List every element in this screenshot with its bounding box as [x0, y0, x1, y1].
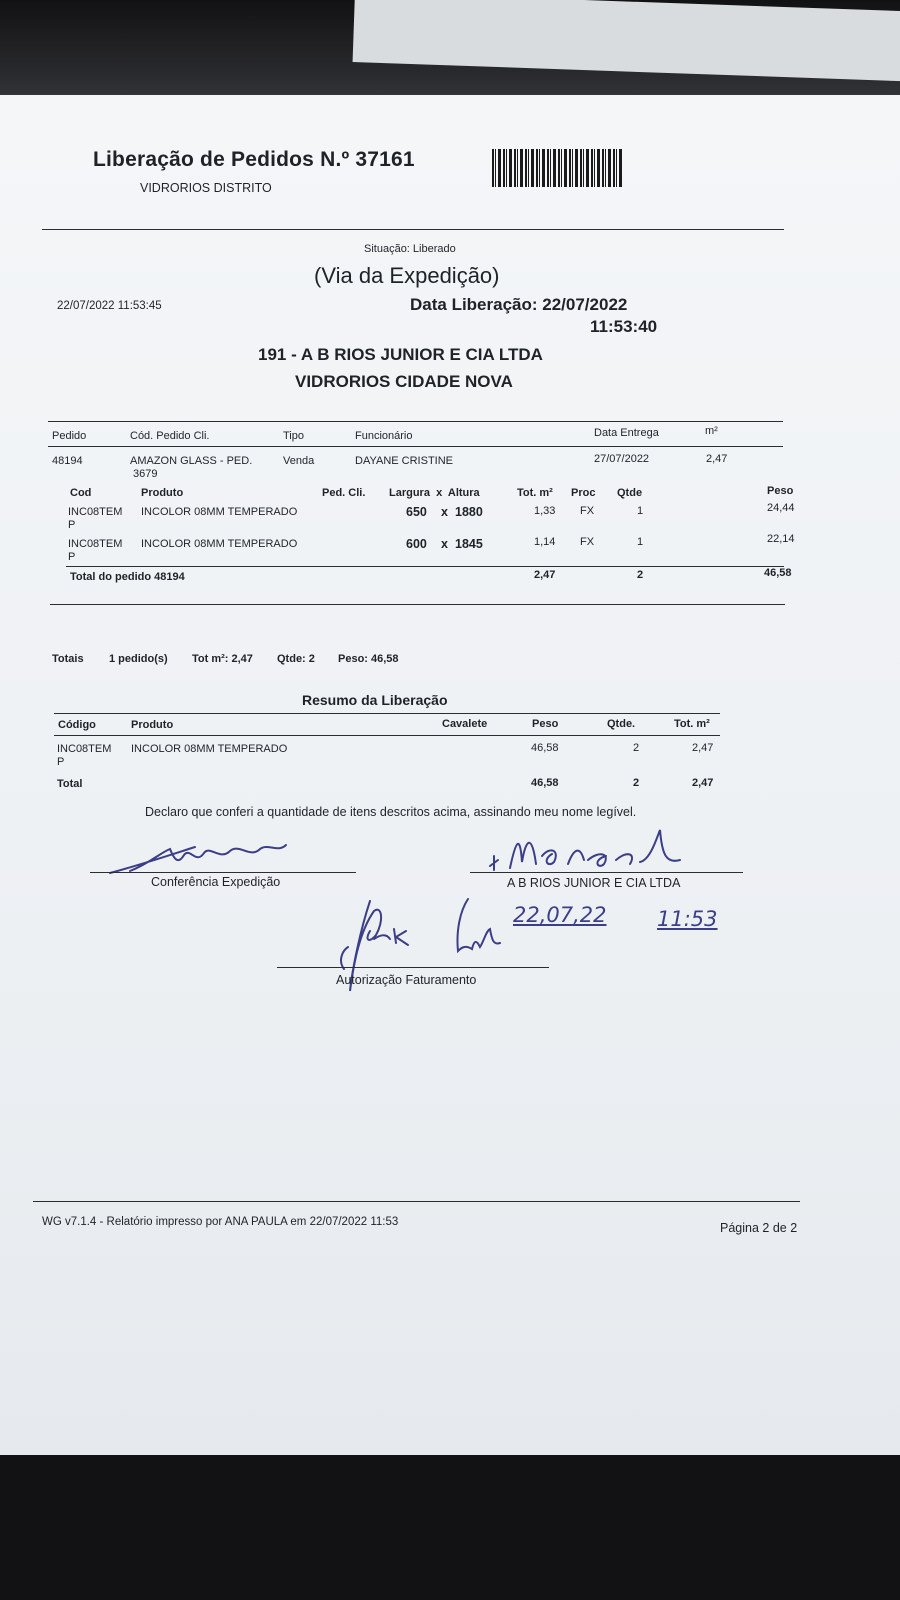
order-total-label: Total do pedido 48194 [70, 571, 185, 583]
line-autorizacao [277, 967, 549, 968]
resumo-col-peso: Peso [532, 718, 559, 730]
resumo-top-rule [54, 713, 720, 714]
item-col-largura-altura: Largura x Altura [389, 487, 480, 499]
item-largura: 650 [406, 505, 427, 519]
order-cod-cli-1: AMAZON GLASS - PED. [130, 455, 253, 467]
order-data-entrega: 27/07/2022 [594, 453, 650, 465]
col-m2: m² [705, 425, 718, 437]
item-col-tot-m2: Tot. m² [517, 487, 553, 499]
item-qtde: 1 [637, 536, 644, 548]
client-name: 191 - A B RIOS JUNIOR E CIA LTDA [258, 345, 543, 364]
line-cliente [470, 872, 743, 873]
item-altura: 1845 [455, 537, 483, 551]
resumo-col-produto: Produto [131, 719, 174, 731]
label-cliente: A B RIOS JUNIOR E CIA LTDA [507, 876, 681, 890]
resumo-col-cavalete: Cavalete [442, 718, 488, 730]
resumo-col-tot-m2: Tot. m² [674, 718, 710, 730]
resumo-tot-m2: 2,47 [692, 742, 714, 754]
order-pedido: 48194 [52, 455, 83, 467]
item-col-cod: Cod [70, 487, 92, 499]
photo-background-bottom [0, 1448, 900, 1600]
signature-cliente [480, 820, 740, 880]
item-col-peso: Peso [767, 485, 794, 497]
footer-page-number: Página 2 de 2 [720, 1221, 798, 1235]
col-funcionario: Funcionário [355, 430, 413, 442]
resumo-codigo-cont: P [57, 756, 65, 768]
declaration-text: Declaro que conferi a quantidade de itens descritos acima, assinando meu nome legível. [145, 805, 637, 819]
order-funcionario: DAYANE CRISTINE [355, 455, 453, 467]
item-cod-cont: P [68, 551, 76, 563]
footer-report-info: WG v7.1.4 - Relatório impresso por ANA PAULA em 22/07/2022 11:53 [42, 1216, 399, 1228]
order-bottom-rule [50, 604, 785, 605]
resumo-total-m2: 2,47 [692, 777, 714, 789]
order-header-rule [48, 446, 783, 447]
status-label: Situação: Liberado [364, 243, 456, 255]
item-col-ped-cli: Ped. Cli. [322, 487, 366, 499]
label-conferencia: Conferência Expedição [151, 875, 281, 889]
resumo-peso: 46,58 [531, 742, 559, 754]
resumo-col-qtde: Qtde. [607, 718, 636, 730]
line-conferencia [90, 872, 356, 873]
copy-type: (Via da Expedição) [314, 263, 500, 288]
resumo-total-label: Total [57, 778, 83, 790]
item-cod: INC08TEM [68, 538, 123, 550]
totals-pedidos: 1 pedido(s) [109, 653, 168, 665]
item-proc: FX [580, 536, 595, 548]
item-peso: 22,14 [767, 533, 795, 545]
order-cod-cli-2: 3679 [133, 468, 158, 480]
item-cod-cont: P [68, 519, 76, 531]
item-tot-m2: 1,14 [534, 536, 556, 548]
item-qtde: 1 [637, 505, 644, 517]
handwritten-date: 22,07,22 [513, 903, 607, 927]
item-x: x [441, 537, 448, 551]
order-m2: 2,47 [706, 453, 728, 465]
signature-autorizacao [330, 891, 520, 1011]
totals-peso: Peso: 46,58 [338, 653, 399, 665]
order-total-rule [66, 566, 784, 567]
resumo-total-peso: 46,58 [531, 777, 559, 789]
order-total-qtde: 2 [637, 569, 644, 581]
item-x: x [441, 505, 448, 519]
document-page [0, 95, 900, 1455]
resumo-total-qtde: 2 [633, 777, 640, 789]
resumo-qtde: 2 [633, 742, 640, 754]
print-datetime: 22/07/2022 11:53:45 [57, 300, 162, 312]
item-peso: 24,44 [767, 502, 795, 514]
item-produto: INCOLOR 08MM TEMPERADO [141, 506, 298, 518]
client-store: VIDRORIOS CIDADE NOVA [295, 372, 513, 391]
order-tipo: Venda [283, 455, 315, 467]
item-largura: 600 [406, 537, 427, 551]
totals-qtde: Qtde: 2 [277, 653, 315, 665]
company-name: VIDRORIOS DISTRITO [140, 181, 272, 195]
barcode-icon [492, 149, 622, 187]
item-proc: FX [580, 505, 595, 517]
resumo-produto: INCOLOR 08MM TEMPERADO [131, 743, 288, 755]
order-top-rule [48, 421, 783, 422]
col-tipo: Tipo [283, 430, 304, 442]
item-tot-m2: 1,33 [534, 505, 556, 517]
item-col-qtde: Qtde [617, 487, 643, 499]
release-date: Data Liberação: 22/07/2022 [410, 295, 628, 314]
release-time: 11:53:40 [590, 317, 658, 336]
item-col-proc: Proc [571, 487, 596, 499]
resumo-title: Resumo da Liberação [302, 692, 448, 708]
col-pedido: Pedido [52, 430, 87, 442]
resumo-header-rule [54, 735, 720, 736]
col-cod-pedido-cli: Cód. Pedido Cli. [130, 430, 210, 442]
item-cod: INC08TEM [68, 506, 123, 518]
item-col-produto: Produto [141, 487, 184, 499]
totals-label: Totais [52, 653, 84, 665]
document-title: Liberação de Pedidos N.º 37161 [93, 148, 415, 171]
item-altura: 1880 [455, 505, 483, 519]
resumo-col-codigo: Código [58, 719, 96, 731]
totals-m2: Tot m²: 2,47 [192, 653, 253, 665]
order-total-m2: 2,47 [534, 569, 556, 581]
footer-rule [33, 1201, 800, 1202]
order-total-peso: 46,58 [764, 567, 792, 579]
handwritten-time: 11:53 [657, 907, 718, 931]
col-data-entrega: Data Entrega [594, 427, 659, 439]
resumo-codigo: INC08TEM [57, 743, 112, 755]
label-autorizacao: Autorização Faturamento [336, 973, 477, 987]
header-divider [42, 229, 784, 230]
item-produto: INCOLOR 08MM TEMPERADO [141, 538, 298, 550]
